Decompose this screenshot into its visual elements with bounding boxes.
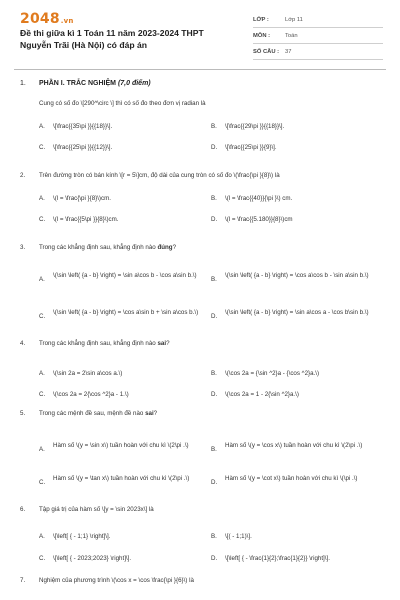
question-stem: Trên đường tròn có bán kính \[r = 5\]cm, độ dài của cung tròn có số đo \(\frac{\pi }{8}\) là bbox=[39, 172, 280, 179]
option-d[interactable]: D. \(l = \frac{{5.180}}{8}\)cm bbox=[211, 216, 293, 223]
option-a[interactable]: A. \(\sin 2a = 2\sin a\cos a.\) bbox=[39, 370, 123, 377]
question-number: 7. bbox=[20, 577, 26, 584]
question-6 bbox=[20, 505, 388, 562]
option-d[interactable]: D. Hàm số \(y = \cot x\) tuần hoàn với chu kì \(\pi .\) bbox=[211, 475, 358, 486]
section-title: PHẦN I. TRẮC NGHIỆM bbox=[39, 80, 116, 87]
option-b[interactable]: B. \(\cos 2a = {\sin ^2}a - {\cos ^2}a.\) bbox=[211, 370, 320, 377]
option-a[interactable]: A. Hàm số \(y = \sin x\) tuần hoàn với chu kì \(2\pi .\) bbox=[39, 442, 189, 453]
option-b[interactable]: B. \(l = \frac{{40}}{\pi }\) cm. bbox=[211, 195, 293, 202]
question-number: 6. bbox=[20, 506, 26, 513]
option-a[interactable]: A. \(\sin \left( {a - b} \right) = \sin a\cos b - \cos a\sin b.\) bbox=[39, 272, 197, 283]
question-4 bbox=[20, 339, 388, 398]
question-number: 4. bbox=[20, 340, 26, 347]
option-c[interactable]: C. \[\frac{{25\pi }}{{12}}\]. bbox=[39, 144, 113, 151]
question-number: 2. bbox=[20, 172, 26, 179]
meta-value: Toán bbox=[285, 32, 298, 39]
meta-value: Lớp 11 bbox=[285, 16, 303, 23]
page-header bbox=[0, 0, 400, 62]
option-d[interactable]: D. \[\frac{{25\pi }}{9}\]. bbox=[211, 144, 277, 151]
option-d[interactable]: D. \[\left[ { - \frac{1}{2};\frac{1}{2}} \right]\]. bbox=[211, 555, 330, 562]
question-stem: Cung có số đo \[290^\circ \] thì có số đo theo đơn vị radian là bbox=[39, 100, 206, 107]
question-number: 5. bbox=[20, 410, 26, 417]
question-stem: Trong các mệnh đề sau, mệnh đề nào sai? bbox=[39, 410, 158, 417]
option-b[interactable]: B. Hàm số \(y = \cos x\) tuần hoàn với chu kì \(2\pi .\) bbox=[211, 442, 363, 453]
meta-subject-row bbox=[253, 28, 383, 44]
document-title: Đề thi giữa kì 1 Toán 11 năm 2023-2024 THPT Nguyễn Trãi (Hà Nội) có đáp án bbox=[20, 28, 204, 50]
option-a[interactable]: A. \(l = \frac{\pi }{8}\)cm. bbox=[39, 195, 111, 202]
option-b[interactable]: B. \[\frac{{29\pi }}{{18}}\]. bbox=[211, 123, 285, 130]
question-7 bbox=[20, 576, 388, 585]
question-stem: Tập giá trị của hàm số \[y = \sin 2023x\] là bbox=[39, 506, 154, 513]
meta-label: LỚP : bbox=[253, 16, 269, 23]
option-c[interactable]: C. \[\left[ { - 2023;2023} \right]\]. bbox=[39, 555, 132, 562]
question-number bbox=[20, 99, 39, 108]
question-5 bbox=[20, 409, 388, 488]
option-c[interactable]: C. \(\cos 2a = 2{\cos ^2}a - 1.\) bbox=[39, 391, 129, 398]
option-c[interactable]: C. \(l = \frac{{5\pi }}{8}\)cm. bbox=[39, 216, 119, 223]
question-stem: Trong các khẳng định sau, khẳng định nào sai? bbox=[39, 340, 170, 347]
option-d[interactable]: D. \(\sin \left( {a - b} \right) = \sin a\cos a - \cos b\sin b.\) bbox=[211, 309, 369, 320]
meta-value: 37 bbox=[285, 48, 292, 55]
option-d[interactable]: D. \(\cos 2a = 1 - 2{\sin ^2}a.\) bbox=[211, 391, 299, 398]
meta-count-row bbox=[253, 44, 383, 60]
section-heading bbox=[20, 80, 151, 87]
question-2 bbox=[20, 171, 388, 223]
question-3 bbox=[20, 243, 388, 322]
option-c[interactable]: C. Hàm số \(y = \tan x\) tuần hoàn với chu kì \(2\pi .\) bbox=[39, 475, 190, 486]
section-points: (7,0 điểm) bbox=[117, 80, 151, 87]
header-divider bbox=[14, 69, 386, 70]
question-number: 3. bbox=[20, 244, 26, 251]
meta-class-row bbox=[253, 12, 383, 28]
meta-label: SỐ CÂU : bbox=[253, 48, 280, 55]
section-number: 1. bbox=[20, 80, 26, 87]
document-meta bbox=[253, 12, 383, 60]
question-stem: Nghiệm của phương trình \(\cos x = \cos \frac{\pi }{6}\) là bbox=[39, 577, 194, 584]
meta-label: MÔN : bbox=[253, 32, 271, 39]
option-a[interactable]: A. \[\left[ { - 1;1} \right]\]. bbox=[39, 533, 111, 540]
question-1 bbox=[20, 99, 388, 151]
option-b[interactable]: B. \(\sin \left( {a - b} \right) = \cos a\cos b - \sin a\sin b.\) bbox=[211, 272, 369, 283]
option-c[interactable]: C. \(\sin \left( {a - b} \right) = \cos a\sin b + \sin a\cos b.\) bbox=[39, 309, 199, 320]
option-a[interactable]: A. \[\frac{{35\pi }}{{18}}\]. bbox=[39, 123, 113, 130]
option-b[interactable]: B. \[( - 1;1)\]. bbox=[211, 533, 252, 540]
site-logo[interactable]: 2048.vn bbox=[20, 11, 74, 27]
question-stem: Trong các khẳng định sau, khẳng định nào đúng? bbox=[39, 244, 177, 251]
